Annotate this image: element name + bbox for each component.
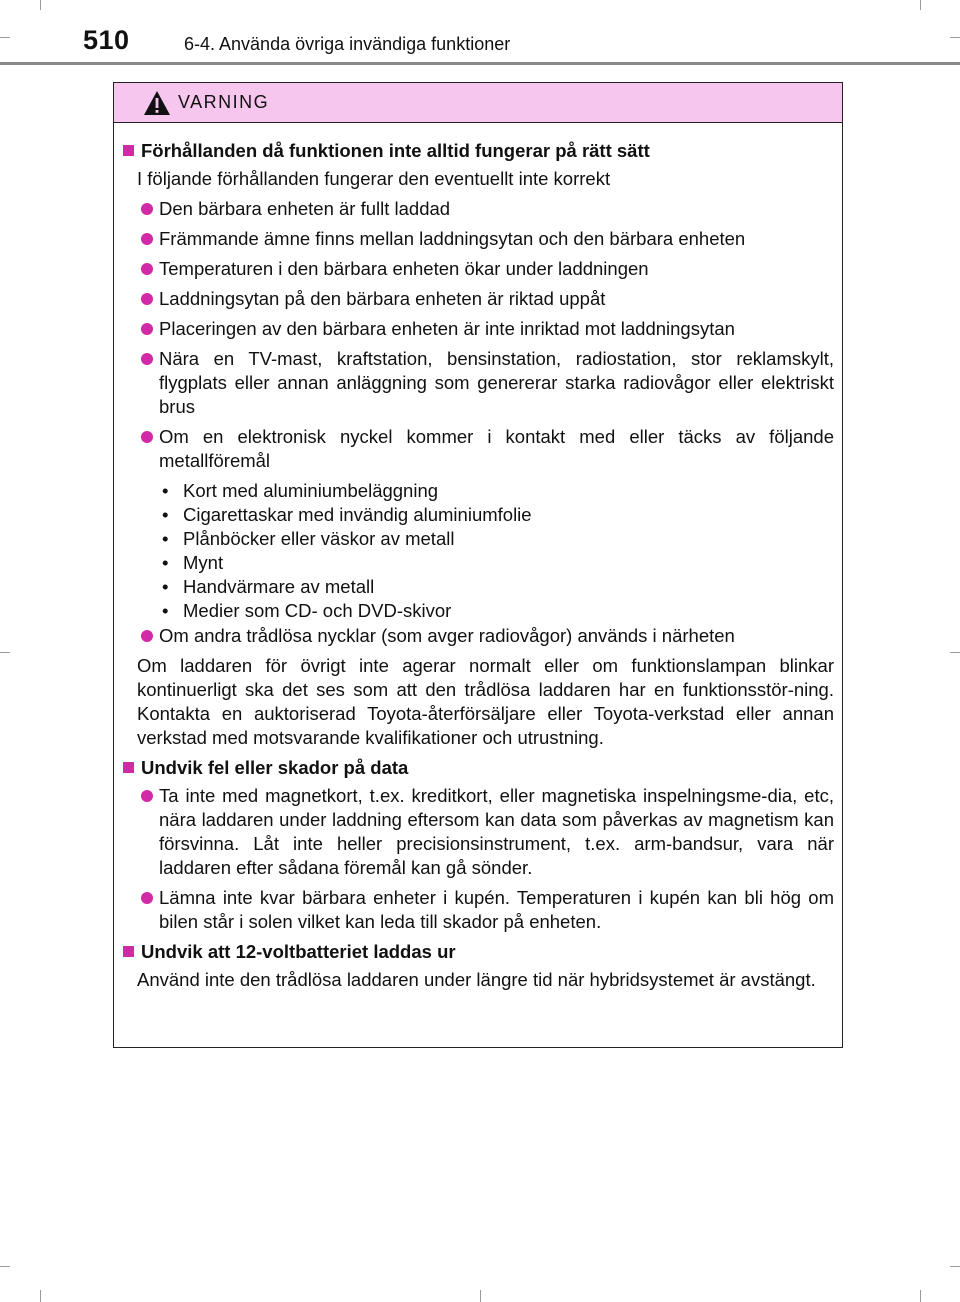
sub-list-item: • Cigarettaskar med invändig aluminiumfolie [162, 504, 532, 525]
warning-label: VARNING [178, 92, 270, 112]
list-item: Nära en TV-mast, kraftstation, bensinstation, radiostation, stor reklamskylt, flygplats eller annan anläggning som genererar starka radiovågor eller elektriskt brus [141, 347, 834, 419]
crop-mark [480, 1290, 481, 1302]
list-item: Främmande ämne finns mellan laddningsytan och den bärbara enheten [141, 227, 834, 251]
round-bullet-icon [141, 263, 153, 275]
list-item: Lämna inte kvar bärbara enheter i kupén. Temperaturen i kupén kan bli hög om bilen står i solen vilket kan leda till skador på enheten. [141, 886, 834, 934]
sub-list-item: • Plånböcker eller väskor av metall [162, 528, 455, 549]
crop-mark [950, 37, 960, 38]
crop-mark [0, 37, 10, 38]
crop-mark [0, 1266, 10, 1267]
sub-list-item: • Handvärmare av metall [162, 576, 375, 597]
round-bullet-icon [141, 630, 153, 642]
warning-triangle-icon [143, 90, 171, 116]
sub-list-item: • Medier som CD- och DVD-skivor [162, 600, 452, 621]
page-number: 510 [83, 25, 130, 55]
crop-mark [920, 0, 921, 10]
round-bullet-icon [141, 323, 153, 335]
round-bullet-icon [141, 431, 153, 443]
warning-box [113, 82, 843, 1048]
list-item: Ta inte med magnetkort, t.ex. kreditkort, eller magnetiska inspelningsme-dia, etc, nära laddaren under laddning eftersom kan data som påverkas av magnetism kan försvinna. Låt inte heller precisionsinstrument, t.ex. arm-bandsur, vara när laddaren efter sådana föremål kan gå sönder. [141, 784, 834, 880]
round-bullet-icon [141, 790, 153, 802]
warning-header [114, 83, 842, 123]
section-heading: Förhållanden då funktionen inte alltid fungerar på rätt sätt [123, 139, 834, 163]
square-bullet-icon [123, 946, 134, 957]
round-bullet-icon [141, 233, 153, 245]
round-bullet-icon [141, 293, 153, 305]
round-bullet-icon [141, 203, 153, 215]
sub-list-item: • Mynt [162, 552, 224, 573]
square-bullet-icon [123, 145, 134, 156]
sub-list [162, 479, 834, 623]
warning-body [114, 123, 842, 992]
section-text: Använd inte den trådlösa laddaren under längre tid när hybridsystemet är avstängt. [137, 969, 816, 990]
section-intro: I följande förhållanden fungerar den eventuellt inte korrekt [137, 168, 611, 189]
list-item: Om andra trådlösa nycklar (som avger radiovågor) används i närheten [141, 624, 834, 648]
list-item: Om en elektronisk nyckel kommer i kontakt med eller täcks av följande metallföremål [141, 425, 834, 473]
crop-mark [950, 652, 960, 653]
section-closing: Om laddaren för övrigt inte agerar normalt eller om funktionslampan blinkar kontinuerligt ska det ses som att den trådlösa laddaren har en funktionsstör-ning. Kontakta en auktoriserad Toyota-återförsäljare eller Toyota-verkstad eller annan verkstad med motsvarande kvalifikationer och utrustning. [137, 655, 834, 748]
square-bullet-icon [123, 762, 134, 773]
list-item: Den bärbara enheten är fullt laddad [141, 197, 834, 221]
crop-mark [0, 652, 10, 653]
crop-mark [40, 0, 41, 10]
list-item: Temperaturen i den bärbara enheten ökar under laddningen [141, 257, 834, 281]
round-bullet-icon [141, 353, 153, 365]
section-heading: Undvik fel eller skador på data [123, 756, 834, 780]
header-rule [0, 62, 960, 65]
section-title: 6-4. Använda övriga invändiga funktioner [184, 34, 511, 54]
list-item: Placeringen av den bärbara enheten är inte inriktad mot laddningsytan [141, 317, 834, 341]
crop-mark [40, 1290, 41, 1302]
round-bullet-icon [141, 892, 153, 904]
list-item: Laddningsytan på den bärbara enheten är riktad uppåt [141, 287, 834, 311]
sub-list-item: • Kort med aluminiumbeläggning [162, 480, 439, 501]
crop-mark [920, 1290, 921, 1302]
section-heading: Undvik att 12-voltbatteriet laddas ur [123, 940, 834, 964]
crop-mark [950, 1266, 960, 1267]
